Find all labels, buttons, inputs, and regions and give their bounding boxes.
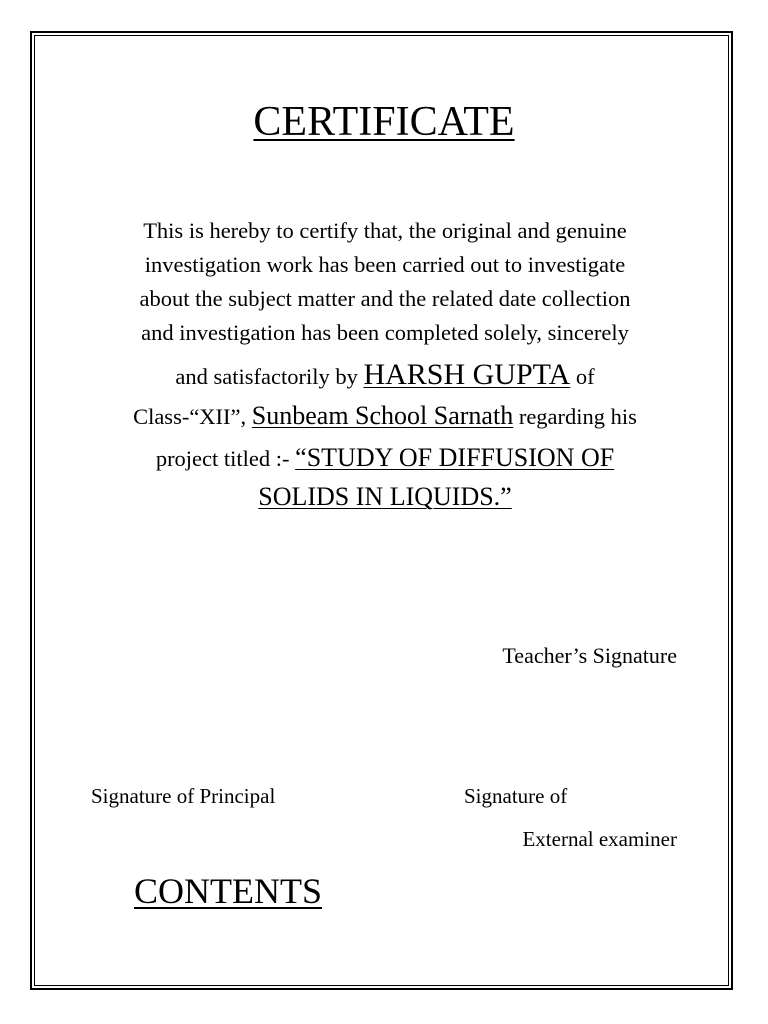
body-line-6-prefix: Class-“XII”, xyxy=(133,404,252,429)
school-name: Sunbeam School Sarnath xyxy=(251,401,514,430)
body-line-1: This is hereby to certify that, the original and genuine xyxy=(143,218,627,243)
student-name: HARSH GUPTA xyxy=(363,358,571,391)
project-title-line-1: “STUDY OF DIFFUSION OF xyxy=(295,443,615,472)
body-line-7-prefix: project titled :- xyxy=(155,446,296,471)
certificate-title-text: CERTIFICATE xyxy=(253,99,515,145)
body-line-3: about the subject matter and the related date collection xyxy=(139,286,631,311)
body-line-2: investigation work has been carried out to investigate xyxy=(144,252,626,277)
body-line-6-suffix: regarding his xyxy=(513,404,637,429)
external-examiner-label-line-2: External examiner xyxy=(522,827,677,851)
body-line-5-prefix: and satisfactorily by xyxy=(175,364,364,389)
body-line-8 xyxy=(90,479,680,516)
contents-heading xyxy=(134,868,322,914)
teacher-signature-label: Teacher’s Signature xyxy=(502,643,677,668)
body-line-5 xyxy=(90,355,680,397)
contents-heading-text: CONTENTS xyxy=(134,871,322,911)
external-examiner-label-line-1: Signature of xyxy=(464,784,568,808)
body-line-6 xyxy=(90,398,680,435)
body-line-7 xyxy=(90,440,680,477)
body-line-5-suffix: of xyxy=(570,364,595,389)
principal-signature-label: Signature of Principal xyxy=(91,784,276,808)
body-line-4: and investigation has been completed solely, sincerely xyxy=(141,320,629,345)
project-title-line-2: SOLIDS IN LIQUIDS.” xyxy=(258,482,512,511)
certificate-title xyxy=(0,96,768,148)
